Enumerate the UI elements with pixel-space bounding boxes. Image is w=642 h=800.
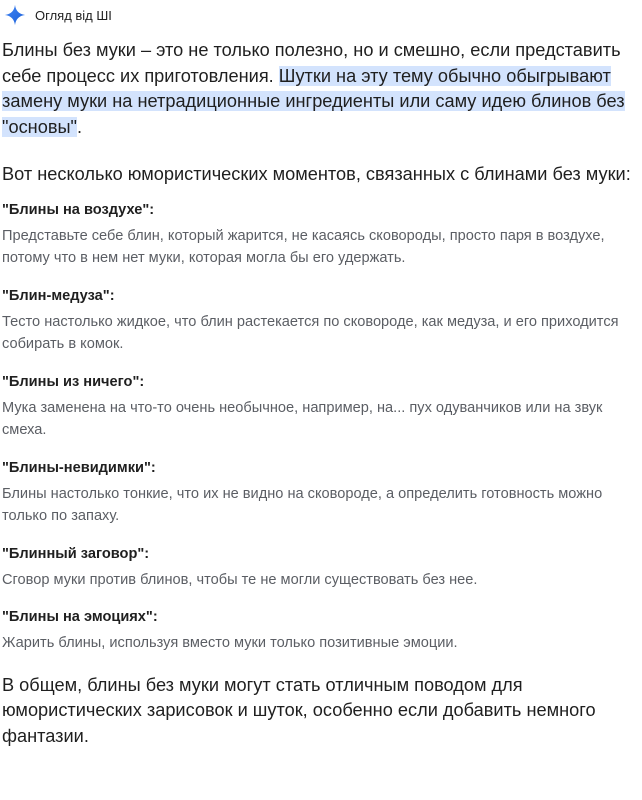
item-title: "Блины на эмоциях": (2, 609, 158, 625)
list-item (2, 607, 640, 655)
ai-overview-header[interactable] (4, 2, 112, 28)
outro-paragraph: В общем, блины без муки могут стать отличным поводом для юмористических зарисовок и шуток, особенно если добавить немного фантазии. (2, 674, 596, 746)
ai-overview-content (2, 38, 640, 749)
item-description: Блины настолько тонкие, что их не видно на сковороде, а определить готовность можно только по запаху. (2, 485, 603, 524)
item-title: "Блинный заговор": (2, 545, 150, 562)
item-description: Представьте себе блин, который жарится, не касаясь сковороды, просто паря в воздухе, потому что в нем нет муки, которая могла бы его удержать. (2, 227, 605, 266)
ai-overview-title: Огляд від ШІ (35, 7, 112, 23)
list-item (2, 372, 640, 442)
list-item (2, 286, 640, 356)
item-description: Тесто настолько жидкое, что блин растекается по сковороде, как медуза, и его приходится собирать в комок. (2, 313, 619, 352)
intro-text: Блины без муки – это не только полезно, но и смешно, если представить себе процесс их приготовления. (2, 40, 621, 86)
list-item (2, 458, 640, 528)
item-title: "Блины-невидимки": (2, 459, 156, 476)
item-description: Жарить блины, используя вместо муки только позитивные эмоции. (2, 635, 458, 651)
item-description: Мука заменена на что-то очень необычное, например, на... пух одуванчиков или на звук смеха. (2, 399, 603, 438)
intro-paragraph (2, 38, 640, 140)
intro-end: . (77, 116, 83, 137)
item-title: "Блины на воздухе": (2, 201, 155, 218)
item-title: "Блин-медуза": (2, 287, 115, 304)
highlighted-text[interactable]: Шутки на эту тему обычно обыгрывают замену муки на нетрадиционные ингредиенты или саму идею блинов без "основы" (2, 65, 625, 137)
item-title: "Блины из ничего": (2, 373, 145, 390)
list-item (2, 200, 640, 270)
list-lead-paragraph: Вот несколько юмористических моментов, связанных с блинами без муки: (2, 164, 631, 184)
sparkle-icon (4, 4, 26, 26)
list-item (2, 544, 640, 592)
item-description: Сговор муки против блинов, чтобы те не могли существовать без нее. (2, 571, 478, 588)
